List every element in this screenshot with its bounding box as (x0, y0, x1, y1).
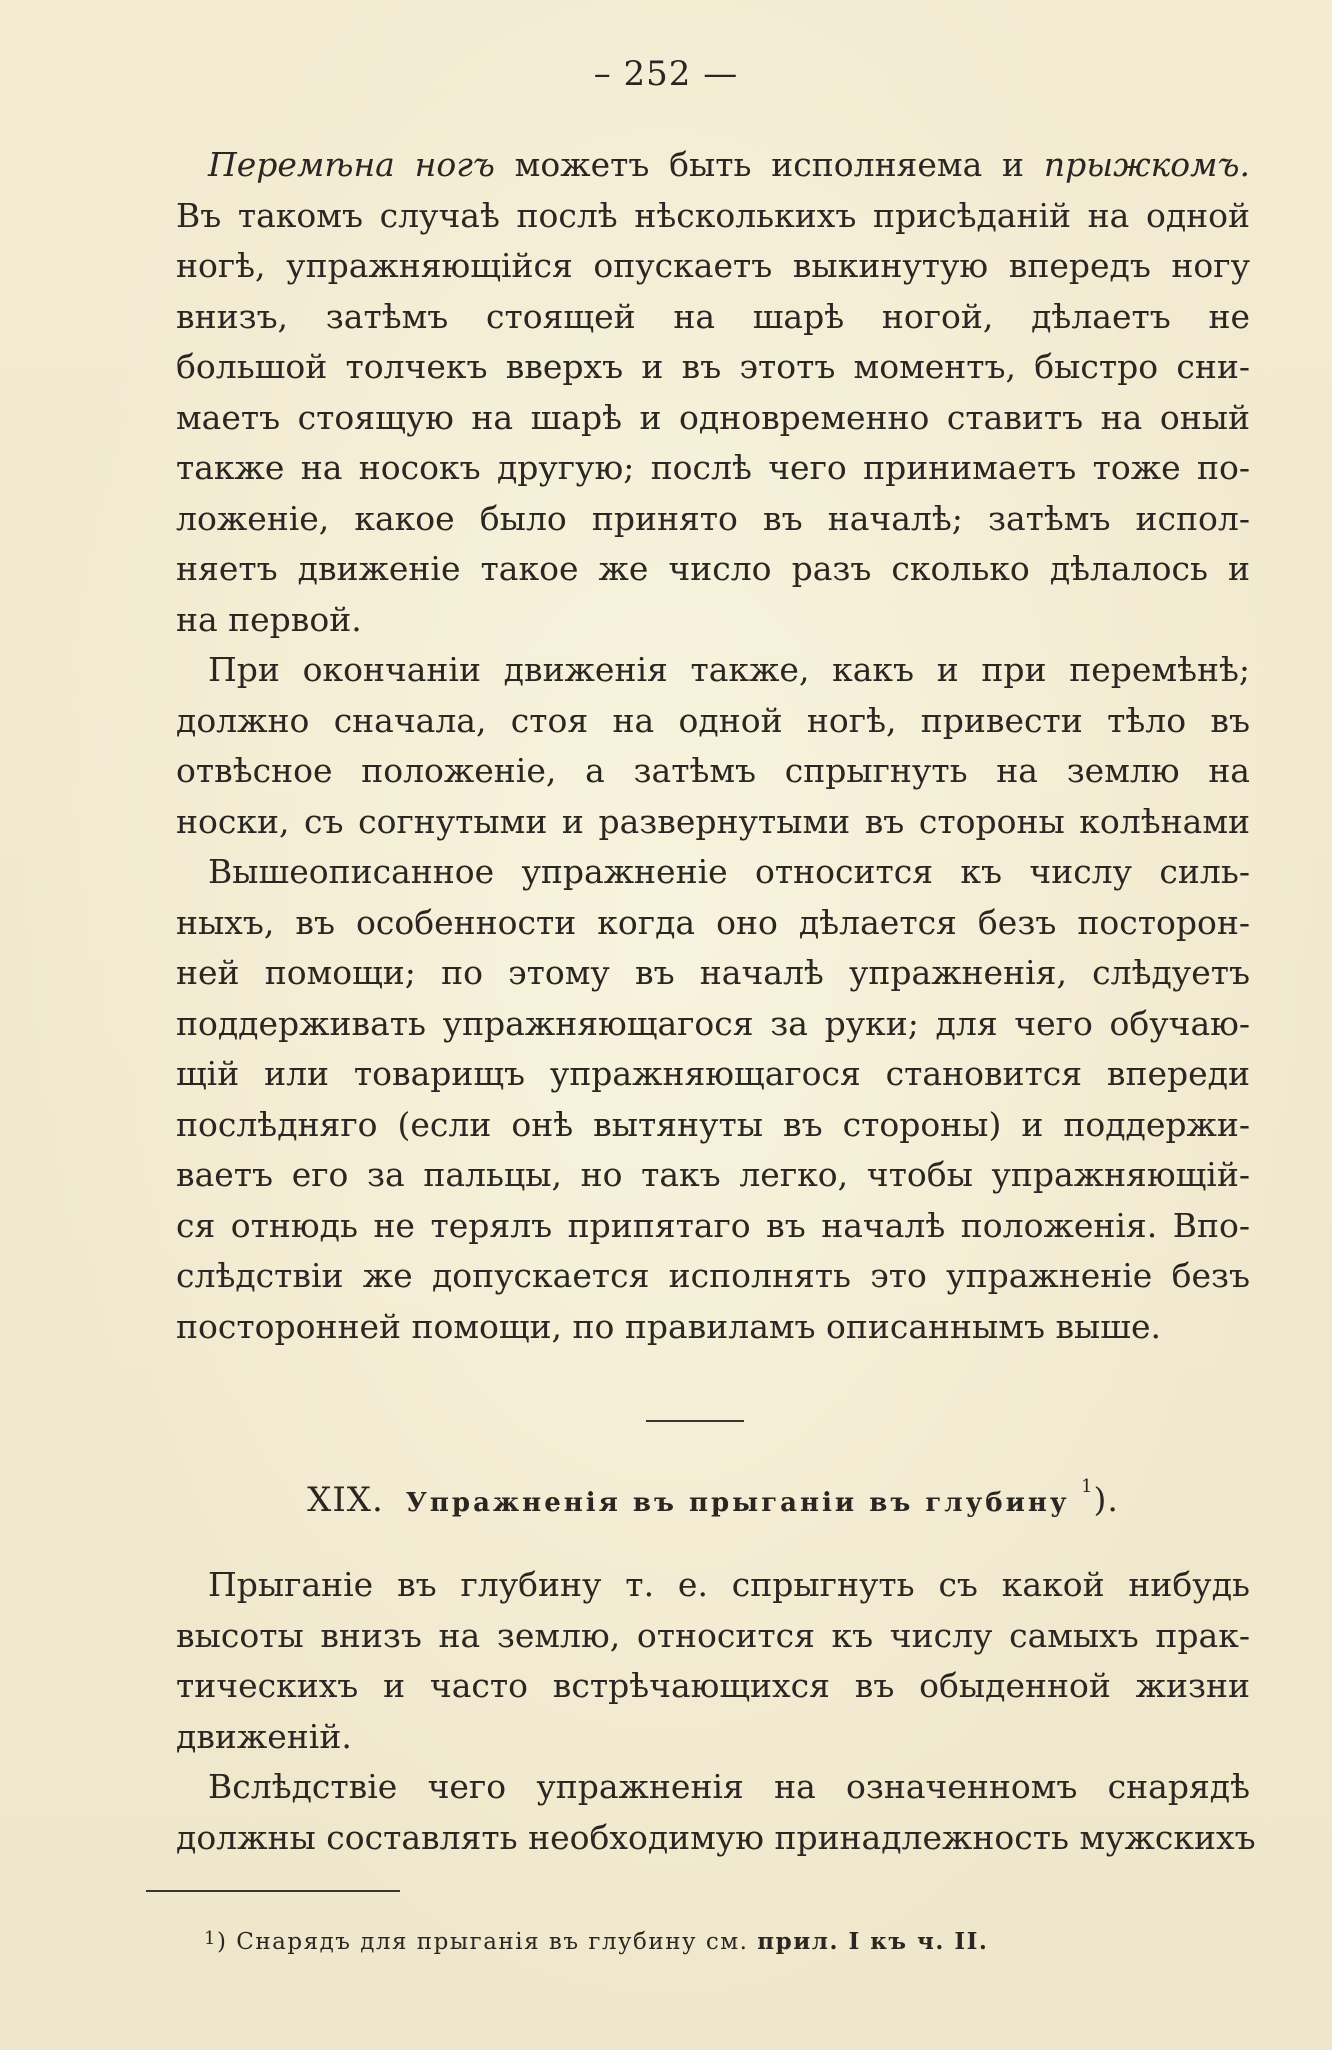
text-line: ней помощи; по этому въ началѣ упражненія, слѣдуетъ (176, 953, 1250, 992)
text-line: поддерживать упражняющагося за руки; для чего обучаю- (176, 1003, 1250, 1043)
page-number: – 252 — (593, 54, 739, 94)
text-line: Прыганіе въ глубину т. е. спрыгнуть съ какой нибудь (208, 1565, 1250, 1604)
section-number: XIX. (307, 1480, 384, 1520)
footnote-divider (146, 1890, 400, 1892)
footnote-ref: прил. I къ ч. II. (757, 1928, 989, 1955)
text-line: высоты внизъ на землю, относится къ числу самыхъ прак- (176, 1615, 1250, 1655)
paragraph-block-2 (176, 1560, 1256, 1863)
text-line: слѣдствіи же допускается исполнять это упражненіе безъ (176, 1256, 1250, 1295)
text-line: маетъ стоящую на шарѣ и одновременно ставитъ на оный (176, 397, 1250, 437)
text-line: ся отнюдь не терялъ припятаго въ началѣ положенія. Впо- (176, 1205, 1250, 1245)
section-divider (646, 1420, 744, 1422)
text-line: должны составлять необходимую принадлежность мужскихъ (176, 1817, 1256, 1857)
text-line: должно сначала, стоя на одной ногѣ, привести тѣло въ (176, 700, 1250, 740)
text-line: движеній. (176, 1716, 352, 1756)
footnote-text: ) Снарядъ для прыганія въ глубину см. (216, 1929, 758, 1955)
text-line: ложеніе, какое было принято въ началѣ; затѣмъ испол- (176, 498, 1250, 538)
footnote (204, 1928, 988, 1955)
paragraph-block-1 (176, 140, 1250, 1352)
section-title: Упражненія въ прыганіи въ глубину (405, 1488, 1070, 1518)
text-line: ныхъ, въ особенности когда оно дѣлается безъ посторон- (176, 902, 1250, 942)
text-line: няетъ движеніе такое же число разъ сколько дѣлалось и (176, 549, 1250, 588)
text-run: можетъ быть исполняема и (494, 145, 1044, 184)
text-line: ваетъ его за пальцы, но такъ легко, чтобы упражняющій- (176, 1155, 1250, 1194)
text-line: на первой. (176, 599, 362, 639)
text-line: щій или товарищъ упражняющагося становится впереди (176, 1054, 1250, 1093)
footnote-reference: 1 (1081, 1476, 1094, 1497)
footnote-mark: 1 (204, 1928, 217, 1949)
text-line (176, 140, 1250, 191)
text-line: большой толчекъ вверхъ и въ этотъ моментъ, быстро сни- (176, 347, 1250, 386)
italic-term: прыжкомъ. (1043, 145, 1250, 184)
text-line: При окончаніи движенія также, какъ и при перемѣнѣ; (208, 650, 1250, 689)
section-heading (176, 1476, 1250, 1520)
text-line: также на носокъ другую; послѣ чего принимаетъ тоже по- (176, 448, 1250, 487)
italic-term: Перемѣна ногъ (208, 145, 495, 184)
text-line: ногѣ, упражняющійся опускаетъ выкинутую впередъ ногу (176, 246, 1250, 285)
text-line: Вслѣдствіе чего упражненія на означенномъ снарядѣ (208, 1767, 1250, 1806)
text-line: отвѣсное положеніе, а затѣмъ спрыгнуть на землю на (176, 751, 1250, 790)
heading-closing: ). (1093, 1480, 1119, 1519)
text-line: Въ такомъ случаѣ послѣ нѣсколькихъ присѣданій на одной (176, 195, 1250, 235)
text-line: посторонней помощи, по правиламъ описаннымъ выше. (176, 1306, 1161, 1346)
text-line: тическихъ и часто встрѣчающихся въ обыденной жизни (176, 1666, 1250, 1705)
text-line: послѣдняго (если онѣ вытянуты въ стороны) и поддержи- (176, 1104, 1250, 1144)
text-line: внизъ, затѣмъ стоящей на шарѣ ногой, дѣлаетъ не (176, 296, 1250, 336)
text-line: носки, съ согнутыми и развернутыми въ стороны колѣнами (176, 801, 1250, 841)
text-line: Вышеописанное упражненіе относится къ числу силь- (208, 852, 1250, 891)
